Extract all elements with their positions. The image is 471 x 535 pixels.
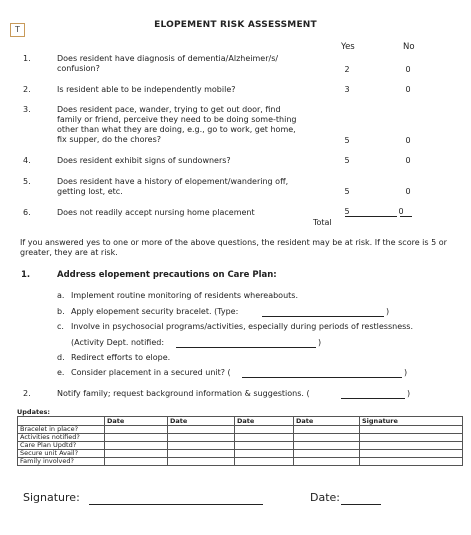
text-tool-icon[interactable]: T [10,23,25,37]
table-cell[interactable] [360,442,463,450]
table-cell[interactable] [235,450,294,458]
row-label: Bracelet in place? [18,426,105,434]
no-score: 0 [405,65,411,74]
question-number: 4. [23,156,31,165]
table-cell[interactable] [360,450,463,458]
table-cell[interactable] [168,426,235,434]
close-paren: ) [386,307,390,316]
table-row [18,450,463,458]
table-cell[interactable] [168,442,235,450]
yes-score: 3 [344,85,350,94]
yes-score: 2 [344,65,350,74]
table-cell[interactable] [294,426,360,434]
table-cell[interactable] [294,458,360,466]
table-cell[interactable] [235,434,294,442]
table-header-row [18,417,463,426]
item-text: Redirect efforts to elope. [71,353,171,362]
question-text: Is resident able to be independently mobile? [57,85,236,94]
table-row [18,434,463,442]
risk-note: If you answered yes to one or more of the above questions, the resident may be at risk. If the score is 5 or greater, they are at risk. [20,238,447,257]
table-cell[interactable] [294,442,360,450]
table-cell[interactable] [105,442,168,450]
table-row [18,426,463,434]
table-header: Date [294,417,360,426]
no-total-field[interactable] [400,207,412,217]
table-cell[interactable] [168,458,235,466]
table-cell[interactable] [168,434,235,442]
question-text: Does resident have diagnosis of dementia/Alzheimer/s/ confusion? [57,54,279,73]
total-label: Total [313,218,332,227]
question-text: Does not readily accept nursing home placement [57,208,255,217]
activity-dept-field[interactable] [176,338,316,348]
family-info-field[interactable] [341,389,405,399]
item-letter: a. [57,291,65,300]
table-row [18,458,463,466]
table-cell[interactable] [105,426,168,434]
updates-table [17,416,463,466]
date-label: Date: [310,491,340,504]
yes-score: 5 [344,187,350,196]
no-score: 0 [398,207,404,216]
question-number: 1. [23,54,31,63]
question-number: 3. [23,105,31,114]
no-score: 0 [405,85,411,94]
signature-label: Signature: [23,491,80,504]
item-letter: c. [57,322,64,331]
no-score: 0 [405,187,411,196]
yes-total-field[interactable] [345,207,397,217]
table-cell[interactable] [105,458,168,466]
table-cell[interactable] [294,434,360,442]
table-cell[interactable] [105,450,168,458]
table-header: Date [105,417,168,426]
yes-column-header: Yes [341,42,355,52]
table-cell[interactable] [235,458,294,466]
updates-label: Updates: [17,408,50,416]
row-label: Activities notified? [18,434,105,442]
row-label: Care Plan Updtd? [18,442,105,450]
no-column-header: No [403,42,415,52]
table-cell[interactable] [294,450,360,458]
table-cell[interactable] [235,426,294,434]
table-cell[interactable] [235,442,294,450]
question-text: Does resident pace, wander, trying to get out door, find family or friend, perceive they need to be doing some-thing other than what they are doing, e.g., go to work, get home, fix supper, do the chores? [57,105,297,144]
table-cell[interactable] [168,450,235,458]
item-text: (Activity Dept. notified: [71,338,165,347]
bracelet-type-field[interactable] [262,307,384,317]
question-text: Does resident exhibit signs of sundowners? [57,156,231,165]
item-text: Implement routine monitoring of residents whereabouts. [71,291,298,300]
secured-unit-field[interactable] [242,368,402,378]
question-number: 2. [23,85,31,94]
date-field[interactable] [341,494,381,505]
item-text: Apply elopement security bracelet. (Type: [71,307,239,316]
table-cell[interactable] [360,434,463,442]
table-header: Date [168,417,235,426]
table-cell[interactable] [360,458,463,466]
row-label: Family involved? [18,458,105,466]
table-header: Signature [360,417,463,426]
close-paren: ) [318,338,322,347]
question-number: 5. [23,177,31,186]
table-header [18,417,105,426]
table-header: Date [235,417,294,426]
table-cell[interactable] [360,426,463,434]
section-number: 1. [21,270,31,280]
question-number: 6. [23,208,31,217]
item-letter: e. [57,368,65,377]
item-number: 2. [23,389,31,398]
signature-field[interactable] [89,494,263,505]
yes-score: 5 [344,136,350,145]
no-score: 0 [405,136,411,145]
item-text: Involve in psychosocial programs/activities, especially during periods of restlessness. [71,322,414,331]
question-text: Does resident have a history of elopement/wandering off, getting lost, etc. [57,177,289,196]
no-score: 0 [405,156,411,165]
close-paren: ) [404,368,408,377]
item-text: Consider placement in a secured unit? ( [71,368,231,377]
table-row [18,442,463,450]
form-title: ELOPEMENT RISK ASSESSMENT [154,20,317,30]
item-text: Notify family; request background information & suggestions. ( [57,389,310,398]
section-title: Address elopement precautions on Care Plan: [57,270,277,280]
close-paren: ) [407,389,411,398]
item-letter: b. [57,307,65,316]
yes-score: 5 [344,156,350,165]
table-cell[interactable] [105,434,168,442]
row-label: Secure unit Avail? [18,450,105,458]
yes-score: 5 [344,207,350,216]
item-letter: d. [57,353,65,362]
